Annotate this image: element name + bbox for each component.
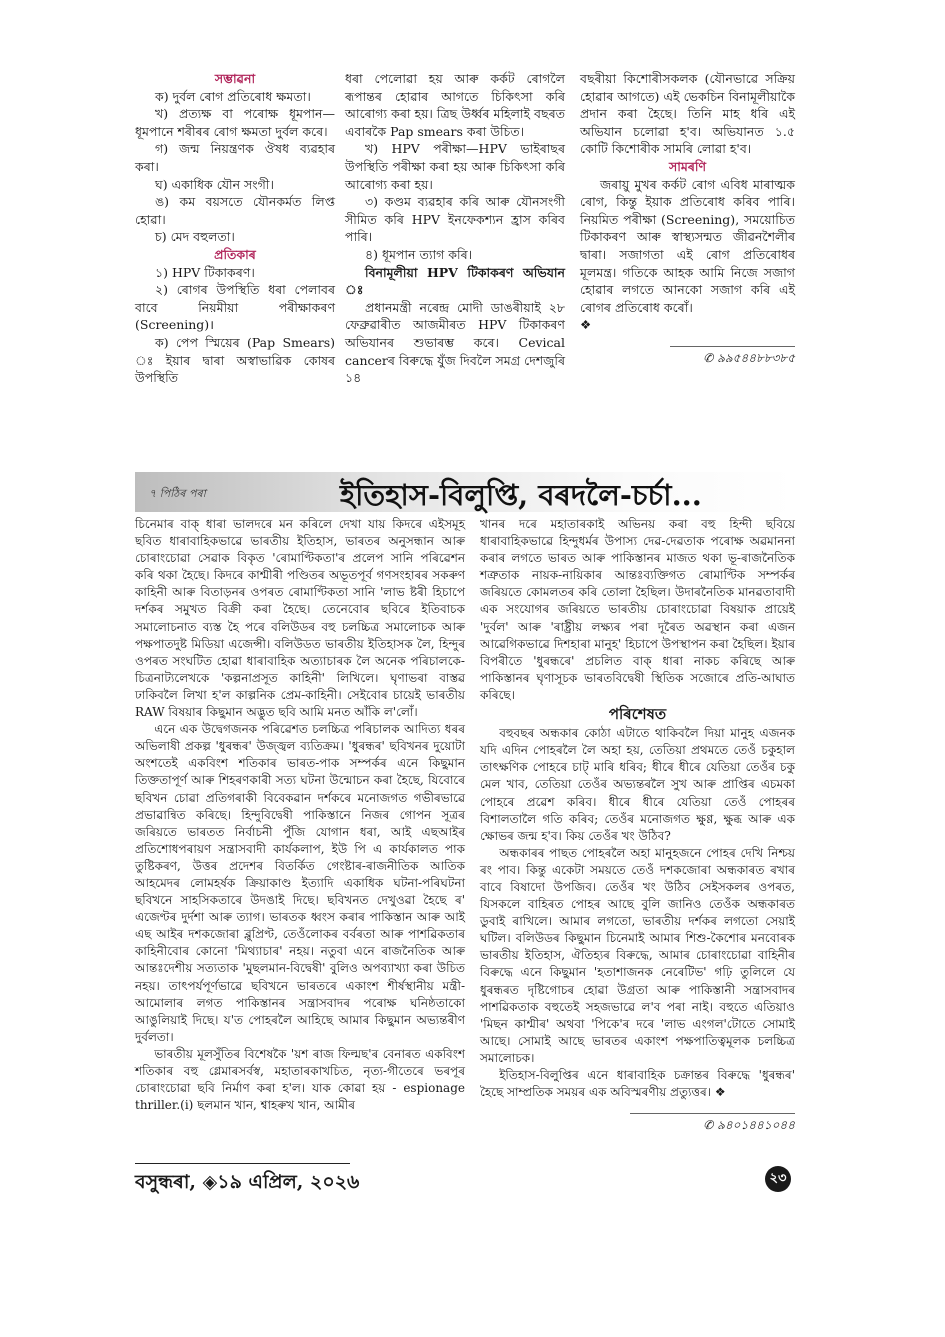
heading-remedies: প্ৰতিকাৰ (214, 246, 256, 262)
magazine-name: বসুন্ধৰা, (135, 1171, 196, 1193)
list-item: ১) HPV টিকাকৰণ। (155, 264, 255, 280)
author-phone (630, 1113, 795, 1134)
footer-issue (135, 1168, 359, 1200)
paragraph: খানৰ দৰে মহাতাৰকাই অভিনয় কৰা বহু হিন্দী ছবিয়ে ধাৰাবাহিকভাৱে হিন্দুধৰ্মৰ উপাস্য দেৱ-দেৱতাক পৰোক্ষ অৱমাননা কৰাৰ লগতে ভাৰত আৰু পাকিস্তানৰ মাজত থকা ভূ-ৰাজনৈতিক শত্ৰুতাক নায়ক-নায়িকাৰ আন্তঃব্যক্তিগত ৰোমাণ্টিক সম্পৰ্কৰ জৰিয়তে কোমলতৰ কৰি তোলা হৈছিল। উদাৰনৈতিক মানৱতাবাদী এক সংযোগৰ জৰিয়তে ভাৰতীয় চোৰাংচোৱা বিষয়াক প্ৰায়েই 'দুৰ্বল' আৰু 'ৰাষ্ট্ৰীয় লক্ষ্যৰ পৰা দূৰৈত অৱস্থান কৰা এজন আৱেগিকভাৱে দিশহাৰা মানুহ' হিচাপে উপস্থাপন কৰা হৈছিল। ইয়াৰ বিপৰীতে 'ধুৰন্ধৰে' প্ৰচলিত বাক্ ধাৰা নাকচ কৰিছে আৰু পাকিস্তানৰ ঘৃণাসূচক ভাৰতবিদ্বেষী স্থিতিক সজোৰে প্ৰতি-আঘাত কৰিছে। (480, 517, 795, 702)
article-title: ইতিহাস-বিলুপ্তি, বৰদলৈ-চৰ্চা... (340, 478, 702, 512)
paragraph: ৪) ধূমপান ত্যাগ কৰি। (365, 246, 473, 262)
list-item: ক) দুৰ্বল ৰোগ প্ৰতিৰোধ ক্ষমতা। (155, 88, 311, 104)
phone-icon: ✆ (703, 350, 714, 365)
heading-conclusion: সামৰণি (669, 158, 706, 174)
paragraph: প্ৰধানমন্ত্ৰী নৰেন্দ্ৰ মোদী ডাঙৰীয়াই ২৮ ফেব্ৰুৱাৰীত আজমীৰত HPV টিকাকৰণ অভিযানৰ শুভাৰম্ভ কৰে। Cevical cancerৰ বিৰুদ্ধে যুঁজ দিবলৈ সমগ্ৰ দেশজুৰি ১৪ (345, 299, 565, 386)
list-item: চ) মেদ বহুলতা। (155, 229, 235, 245)
paragraph: ধৰা পেলোৱা হয় আৰু কৰ্কট ৰোগলৈ ৰূপান্তৰ হোৱাৰ আগতে চিকিৎসা কৰি আৰোগ্য কৰা হয়। ত্ৰিছ উৰ্ধ্বৰ মহিলাই বছৰত এবাৰকৈ Pap smears কৰা উচিত। (345, 71, 565, 139)
list-item: ঘ) একাধিক যৌন সংগী। (155, 176, 274, 192)
article-column-right (480, 516, 795, 1134)
footer-divider (135, 1163, 350, 1164)
paragraph: ৩) কণ্ডম ব্যৱহাৰ কৰি আৰু যৌনসংগী সীমিত কৰি HPV ইনফেকশ্যন হ্ৰাস কৰিব পাৰি। (345, 194, 565, 245)
paragraph: বছৰীয়া কিশোৰীসকলক (যৌনভাৱে সক্ৰিয় হোৱাৰ আগতে) এই ভেকচিন বিনামূলীয়াকৈ প্ৰদান কৰা হৈছে। তিনি মাহ ধৰি এই অভিযান চলোৱা হ'ব। অভিযানত ১.৫ কোটি কিশোৰীক সামৰি লোৱা হ'ব। (580, 71, 795, 157)
end-mark-icon: ❖ (580, 317, 592, 333)
paragraph: এনে এক উদ্বেগজনক পৰিৱেশত চলচ্চিত্ৰ পৰিচালক আদিত্য ধৰৰ অভিলাষী প্ৰকল্প 'ধুৰন্ধৰ' উজ্জ্বল ব্যতিক্ৰম। 'ধুৰন্ধৰ' ছবিখনৰ দুয়োটা অংশতেই একবিংশ শতিকাৰ ভাৰত-পাক সম্পৰ্কৰ এনে কিছুমান তিক্ততাপূৰ্ণ আৰু শিহৰণকাৰী সত্য ঘটনা উন্মোচন কৰা হৈছে, যিবোৰে ছবিখন চোৱা প্ৰতিগৰাকী বিবেকৱান দৰ্শকৰে মনোজগত গভীৰভাৱে প্ৰভাৱান্বিত কৰিছে। হিন্দুবিদ্বেষী পাকিস্তানে নিজৰ গোপন সূত্ৰৰ জৰিয়তে ভাৰতত নিৰ্বাচনী পুঁজি যোগান ধৰা, আই এছআইৰ প্ৰতিশোধপৰায়ণ সন্ত্ৰাসবাদী কাৰ্যকলাপ, ইউ পি এ কাৰ্যকালত পাক তুষ্টিকৰণ, উত্তৰ প্ৰদেশৰ বিতৰ্কিত গেংষ্টাৰ-ৰাজনীতিক আতিক আহমেদৰ লোমহৰ্ষক ক্ৰিয়াকাণ্ড ইত্যাদি একাধিক ঘটনা-পৰিঘটনা ছবিখনে সাহসিকতাৰে উদঙাই দিছে। ছবিখনত দেখুওৱা হৈছে ৰ' এজেণ্টৰ দুৰ্দশা আৰু ত্যাগ। ভাৰতক ধ্বংস কৰাৰ পাকিস্তান আৰু আই এছ আইৰ দশকজোৰা ব্লুপ্ৰিণ্ট, তেওঁলোকৰ বৰ্বৰতা আৰু পাশৱিকতাৰ কাহিনীবোৰ কোনো 'মিথ্যাচাৰ' নহয়। নতুবা এনে ৰাজনৈতিক আৰু আন্তঃদেশীয় সত্যতাক 'মুছলমান-বিদ্বেষী' বুলিও অপব্যাখ্যা কৰা উচিত নহয়। তাৎপৰ্যপূৰ্ণভাৱে ছবিখনে ভাৰতৰে একাংশ শীৰ্ষস্থানীয় মন্ত্ৰী-আমোলাৰ লগত পাকিস্তানৰ সন্ত্ৰাসবাদৰ পৰোক্ষ ঘনিষ্ঠতাকো আঙুলিয়াই দিছে। য'ত পোহৰলৈ আহিছে আমাৰ কিছুমান অভ্যন্তৰীণ দুৰ্বলতা। (135, 722, 465, 1044)
phone-icon: ✆ (703, 1118, 714, 1133)
list-item: ক) পেপ স্মিয়েৰ (Pap Smears) ঃ ইয়াৰ দ্বাৰা অস্বাভাৱিক কোষৰ উপস্থিতি (135, 334, 335, 386)
paragraph: অন্ধকাৰৰ পাছত পোহৰলৈ অহা মানুহজনে পোহৰ দেখি নিশ্চয় ৰং পাব। কিন্তু একেটা সময়তে তেওঁ দশকজোৰা অন্ধকাৰত ৰখাৰ বাবে বিষাদো উপজিব। তেওঁৰ খং উঠিব সেইসকলৰ ওপৰত, যিসকলে বাহিৰত পোহৰ আছে বুলি জানিও তেওঁক অন্ধকাৰত ডুবাই ৰাখিলে। আমাৰ লগতো, ভাৰতীয় দৰ্শকৰ লগতো সেয়াই ঘটিল। বলিউডৰ কিছুমান চিনেমাই আমাৰ শিশু-কৈশোৰ মনবোৰক ভাৰতীয় ইতিহাস, ঐতিহ্যৰ বিৰুদ্ধে, আমাৰ চোৰাংচোৱা বাহিনীৰ বিৰুদ্ধে এনে কিছুমান 'হতাশাজনক নেৰেটিভ' গঢ়ি তুলিলে যে ধুৰন্ধৰত দৃষ্টিগোচৰ হোৱা উগ্ৰতা আৰু পাকিস্তানী সন্ত্ৰাসবাদৰ পাশৱিকতাক বহুতেই সহজভাৱে ল'ব পৰা নাই। বহুতে এতিয়াও 'মিছন কাশ্মীৰ' অথবা 'পিকে'ৰ দৰে 'লাভ এংগল'টোতে সোমাই আছে। সোমাই আছে ভাৰতৰ একাংশ পক্ষপাতিত্বমূলক চলচ্চিত্ৰ সমালোচক। (480, 845, 795, 1065)
paragraph: জৰায়ু মুখৰ কৰ্কট ৰোগ এবিধ মাৰাত্মক ৰোগ, কিন্তু ইয়াক প্ৰতিৰোধ কৰিব পাৰি। নিয়মিত পৰীক্ষা (Screening), সময়োচিত টিকাকৰণ আৰু স্বাস্থ্যসন্মত জীৱনশৈলীৰ দ্বাৰা। সজাগতা এই ৰোগ প্ৰতিৰোধৰ মূলমন্ত্ৰ। গতিকে আহক আমি নিজে সজাগ হোৱাৰ লগতে আনকো সজাগ কৰি এই ৰোগৰ প্ৰতিৰোধ কৰোঁ। (580, 176, 795, 315)
issue-date: ১৯ এপ্ৰিল, ২০২৬ (217, 1171, 360, 1193)
phone-number: ৯৪০১৪৪১০৪৪ (717, 1118, 795, 1133)
heading-in-conclusion: পৰিশেষত (608, 705, 667, 724)
column-tests (345, 70, 565, 387)
author-phone (670, 346, 795, 368)
phone-number: ৯৯৫৪৪৮৮৩৮৫ (717, 350, 795, 365)
column-risk-factors (135, 70, 335, 387)
subheading-free-vaccination: বিনামূলীয়া HPV টিকাকৰণ অভিযান ঃ (345, 264, 565, 298)
paragraph: বহুবছৰ অন্ধকাৰ কোঠা এটাতে থাকিবলৈ দিয়া মানুহ এজনক যদি এদিন পোহৰলৈ লৈ অহা হয়, তেতিয়া প্ৰথমতে তেওঁ চকুহাল তাৎক্ষণিক পোহৰে চাট্ মাৰি ধৰিব; ধীৰে ধীৰে যেতিয়া তেওঁৰ চকু মেল খাব, তেতিয়া তেওঁৰ অভ্যন্তৰলৈ সুখ আৰু প্ৰাপ্তিৰ এচমকা পোহৰে প্ৰৱেশ কৰিব। ধীৰে ধীৰে যেতিয়া তেওঁ পোহৰৰ বিশালতালৈ গতি কৰিব; তেওঁৰ মনোজগত ক্ষুণ্ণ, ক্ষুব্ধ আৰু এক ক্ষোভৰ জন্ম হ'ব। কিয় তেওঁৰ খং উঠিব? (480, 726, 795, 843)
page-number: ২৩ (765, 1166, 791, 1192)
date-mark-icon: ◈ (202, 1171, 218, 1193)
continued-from: ৭ পিঠিৰ পৰা (149, 487, 206, 500)
paragraph: ইতিহাস-বিলুপ্তিৰ এনে ধাৰাবাহিক চক্ৰান্তৰ বিৰুদ্ধে 'ধুৰন্ধৰ' হৈছে সাম্প্ৰতিক সময়ৰ এক অবিস্মৰণীয় প্ৰত্যুত্তৰ। ❖ (480, 1068, 795, 1100)
list-item: গ) জন্ম নিয়ন্ত্ৰণক ঔষধ ব্যৱহাৰ কৰা। (135, 141, 335, 174)
paragraph: খ) HPV পৰীক্ষা—HPV ভাইৰাছৰ উপস্থিতি পৰীক্ষা কৰা হয় আৰু চিকিৎসা কৰি আৰোগ্য কৰা হয়। (345, 141, 565, 192)
article-column-left (135, 516, 465, 1114)
list-item: খ) প্ৰত্যক্ষ বা পৰোক্ষ ধূমপান—ধূমপানে শৰীৰৰ ৰোগ ক্ষমতা দুৰ্বল কৰে। (135, 106, 335, 139)
list-item: ঙ) কম বয়সতে যৌনকৰ্মত লিপ্ত হোৱা। (135, 194, 335, 227)
paragraph: ভাৰতীয় মূলসুঁতিৰ বিশেষকৈ 'য়শ ৰাজ ফিল্মছ'ৰ বেনাৰত একবিংশ শতিকাৰ বহু গ্লেমাৰসৰ্বস্ব, মহাতাৰকাখচিত, নৃত্য-গীতেৰে ভৰপূৰ চোৰাংচোৱা ছবি নিৰ্মাণ কৰা হ'ল। যাক কোৱা হয় - espionage thriller.(i) ছলমান খান, শ্বাহৰুখ খান, আমীৰ (135, 1046, 465, 1113)
heading-possibilities: সম্ভাৱনা (214, 71, 256, 86)
list-item: ২) ৰোগৰ উপস্থিতি ধৰা পেলাবৰ বাবে নিয়মীয়া পৰীক্ষাকৰণ (Screening)। (135, 282, 335, 333)
headline-band (135, 472, 795, 512)
paragraph: চিনেমাৰ বাক্ ধাৰা ভালদৰে মন কৰিলে দেখা যায় কিদৰে এইসমূহ ছবিত ধাৰাবাহিকভাৱে ভাৰতীয় ইতিহাস, ভাৰতৰ অনুসন্ধান আৰু চোৰাংচোৱা সেৱাক বিকৃত 'ৰোমাণ্টিকতা'ৰ প্ৰলেপ সানি পৰিৱেশন কৰি থকা হৈছে। কিদৰে কাশ্মীৰী পণ্ডিতৰ অভূতপূৰ্ব গণসংহাৰৰ সকৰুণ কাহিনী আৰু বিতাড়নৰ ওপৰত ৰোমাণ্টিকতা সানি 'লাভ ষ্টৰী হিচাপে দৰ্শকৰ সমুখত বিক্ৰী কৰা হৈছে। তেনেবোৰ ছবিৰে ইতিবাচক সমালোচনাত ব্যস্ত হৈ পৰে বলিউডৰ বহু চলচ্চিত্ৰ সমালোচক আৰু পক্ষপাতদুষ্ট মিডিয়া এজেন্সী। বলিউডত ভাৰতীয় ইতিহাসক লৈ, হিন্দুৰ ওপৰত সংঘটিত হোৱা ধাৰাবাহিক অত্যাচাৰক লৈ অনেক পৰিচালকে-চিত্ৰনাট্যলেখকে 'কল্পনাপ্ৰসূত কাহিনী' লিখিলে। ঘৃণাভৰা বাস্তৱ ঢাকিবলৈ লিখা হ'ল কাল্পনিক প্ৰেম-কাহিনী। সেইবোৰ চায়েই ভাৰতীয় RAW বিষয়াৰ কিছুমান অদ্ভুত ছবি আমি মনত আঁকি ল'লোঁ। (135, 517, 465, 720)
column-conclusion (580, 70, 795, 368)
